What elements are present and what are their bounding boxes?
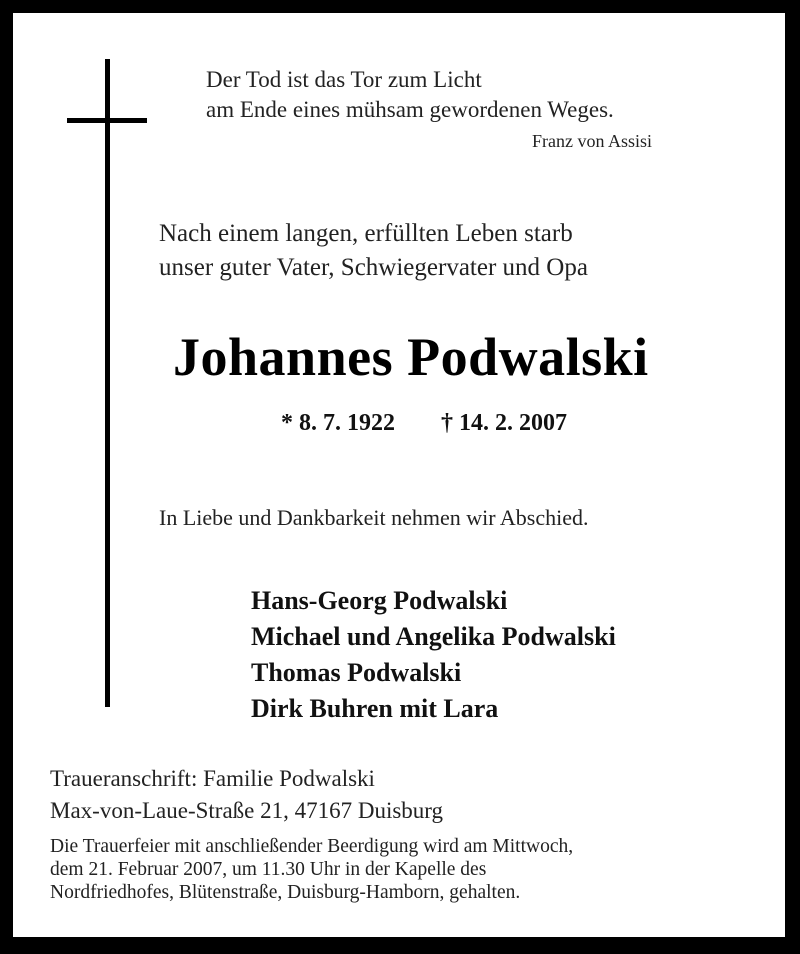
life-dates: [281, 410, 567, 437]
quote-line: Der Tod ist das Tor zum Licht: [206, 67, 482, 92]
intro-line: Nach einem langen, erfüllten Leben starb: [159, 220, 573, 247]
quote-author: Franz von Assisi: [532, 131, 653, 151]
quote: [206, 65, 614, 125]
cross-icon-vertical-bar: [105, 59, 110, 707]
obituary-card: [13, 13, 785, 937]
family-member: Thomas Podwalski: [251, 658, 462, 687]
deceased-name: Johannes Podwalski: [173, 327, 649, 387]
intro-text: [159, 217, 588, 285]
quote-line: am Ende eines mühsam gewordenen Weges.: [206, 97, 614, 122]
farewell-text: In Liebe und Dankbarkeit nehmen wir Abschied.: [159, 505, 589, 530]
death-cross-icon: †: [441, 410, 453, 436]
family-member: Hans-Georg Podwalski: [251, 586, 508, 615]
service-line: dem 21. Februar 2007, um 11.30 Uhr in der Kapelle des: [50, 859, 487, 880]
service-line: Die Trauerfeier mit anschließender Beerdigung wird am Mittwoch,: [50, 836, 574, 857]
family-member: Dirk Buhren mit Lara: [251, 694, 499, 723]
birth-date: 8. 7. 1922: [299, 410, 395, 436]
family-list: [251, 583, 616, 727]
birth-star-icon: *: [281, 410, 293, 436]
service-details: [50, 835, 573, 904]
service-line: Nordfriedhofes, Blütenstraße, Duisburg-Hamborn, gehalten.: [50, 882, 521, 903]
cross-icon-horizontal-bar: [67, 118, 147, 123]
intro-line: unser guter Vater, Schwiegervater und Opa: [159, 254, 588, 281]
family-member: Michael und Angelika Podwalski: [251, 622, 616, 651]
address-line: Traueranschrift: Familie Podwalski: [50, 766, 375, 791]
mourning-address: [50, 763, 443, 827]
death-date: 14. 2. 2007: [459, 410, 567, 436]
address-line: Max-von-Laue-Straße 21, 47167 Duisburg: [50, 798, 444, 823]
